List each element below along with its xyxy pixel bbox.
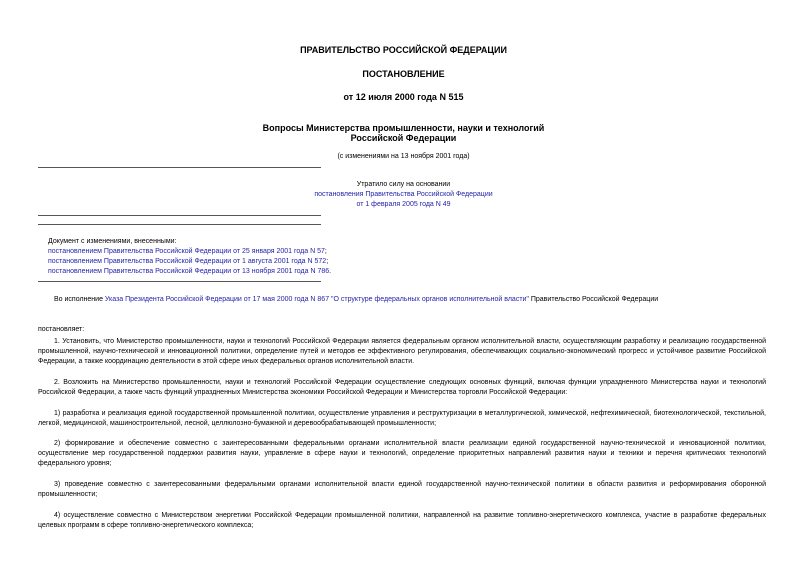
paragraph-2 (38, 378, 766, 398)
paragraph-3 (38, 409, 766, 429)
amendment-item (48, 247, 327, 257)
document-type: ПОСТАНОВЛЕНИЕ (362, 69, 445, 79)
repeal-note: Утратило силу на основании (356, 181, 451, 188)
divider (38, 167, 321, 168)
repeal-link-resolution[interactable]: постановления Правительства Российской Федерации (314, 191, 493, 198)
repeal-link-date[interactable]: от 1 февраля 2005 года N 49 (356, 201, 451, 208)
divider (38, 224, 321, 225)
paragraph-text: 3) проведение совместно с заинтересованными федеральными органами исполнительной власти единой государственной научно-технической политики в области развития и реформирования оборонной промышленности; (38, 481, 766, 498)
paragraph-text: 4) осуществление совместно с Министерством энергетики Российской Федерации промышленной политики, направленной на развитие топливно-энергетического комплекса, участие в разработке федеральных целевых программ в сфере топливно-энергетического комплекса; (38, 512, 766, 529)
amendment-punct: ; (324, 248, 327, 255)
paragraph-6 (38, 511, 766, 531)
divider (38, 215, 321, 216)
paragraph-text: 1) разработка и реализация единой государственной промышленной политики, осуществление управления и реструктуризации в металлургической, химической, нефтехимической, биотехнологической, текстильной, легкой, медицинской, машиностроительной, лесной, целлюлозно-бумажной и деревообрабатывающей промышленности; (38, 410, 766, 427)
preamble (54, 295, 658, 305)
amendment-link[interactable]: постановлением Правительства Российской Федерации от 25 января 2001 года N 57 (48, 248, 325, 255)
paragraph-1 (38, 337, 766, 367)
government-heading: ПРАВИТЕЛЬСТВО РОССИЙСКОЙ ФЕДЕРАЦИИ (300, 45, 507, 55)
document-title-line-2: Российской Федерации (350, 133, 457, 143)
resolves-label: постановляет: (38, 326, 85, 333)
amendment-punct: ; (326, 258, 329, 265)
preamble-suffix: Правительство Российской Федерации (528, 296, 659, 303)
amendment-item (48, 267, 331, 277)
decree-link[interactable]: Указа Президента Российской Федерации от 17 мая 2000 года N 867 "О структуре федеральных органов исполнительной власти" (104, 296, 529, 303)
paragraph-5 (38, 480, 766, 500)
preamble-prefix: Во исполнение (54, 296, 105, 303)
amendment-link[interactable]: постановлением Правительства Российской Федерации от 1 августа 2001 года N 572 (48, 258, 327, 265)
changes-note: (с изменениями на 13 ноября 2001 года) (337, 153, 470, 160)
paragraph-text: 2) формирование и обеспечение совместно с заинтересованными федеральными органами исполнительной власти реализации единой государственной научно-технической и инновационной политики, осуществление мер государственной поддержки развития науки, управление в сфере науки и технологий, определение приоритетных направлений развития науки и техники и перечня критических технологий федерального уровня; (38, 440, 766, 467)
amendment-punct: . (329, 268, 332, 275)
paragraph-text: 2. Возложить на Министерство промышленности, науки и технологий Российской Федерации осуществление следующих основных функций, включая функции упраздненного Министерства науки и технологий Российской Федерации, а также часть функций упраздненных Министерства экономики Российской Федерации и Министерства торговли Российской Федерации: (38, 379, 766, 396)
document-title-line-1: Вопросы Министерства промышленности, науки и технологий (262, 123, 545, 133)
paragraph-text: 1. Установить, что Министерство промышленности, науки и технологий Российской Федерации является федеральным органом исполнительной власти, осуществляющим разработку и реализацию государственной промышленной, научно-технической и инновационной политики, определение путей и методов ее эффективного регулирования, обеспечивающих социально-экономический прогресс и устойчивое развитие Российской Федерации, а также координацию деятельности в этой сфере иных федеральных органов исполнительной власти. (38, 338, 766, 365)
amendment-item (48, 257, 328, 267)
document-date-number: от 12 июля 2000 года N 515 (343, 92, 464, 102)
divider (38, 281, 321, 282)
paragraph-4 (38, 439, 766, 469)
amendments-intro: Документ с изменениями, внесенными: (48, 238, 177, 245)
amendment-link[interactable]: постановлением Правительства Российской Федерации от 13 ноября 2001 года N 786 (48, 268, 330, 275)
